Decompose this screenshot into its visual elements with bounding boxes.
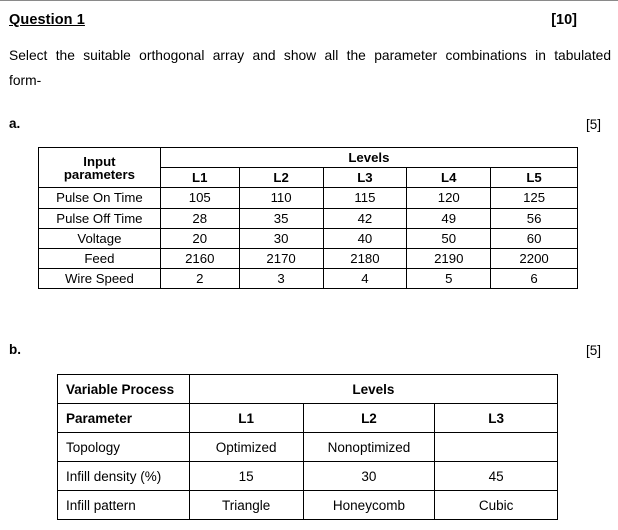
table-cell: 2200: [491, 248, 578, 268]
table-cell: 125: [491, 188, 578, 208]
table-row: [58, 462, 558, 491]
part-b-level-header: L3: [435, 404, 558, 433]
part-b-table: [57, 374, 558, 520]
question-total-marks: [10]: [551, 12, 577, 28]
table-cell: 4: [323, 269, 407, 289]
parameter-name: Wire Speed: [39, 269, 161, 289]
table-cell: 42: [323, 208, 407, 228]
table-cell: 28: [160, 208, 239, 228]
parameter-name: Voltage: [39, 228, 161, 248]
part-b-label: b.: [9, 342, 21, 357]
table-cell: 115: [323, 188, 407, 208]
top-rule: [0, 0, 618, 1]
table-cell: 6: [491, 269, 578, 289]
table-cell: 120: [407, 188, 491, 208]
table-row: [39, 188, 578, 208]
table-cell: 2180: [323, 248, 407, 268]
parameter-name: Infill pattern: [58, 491, 190, 520]
part-b-corner-header-line1: Variable Process: [58, 375, 190, 404]
table-cell: 2160: [160, 248, 239, 268]
table-cell: 35: [239, 208, 323, 228]
table-cell: 40: [323, 228, 407, 248]
table-cell: Optimized: [189, 433, 303, 462]
part-a-level-header: L3: [323, 168, 407, 188]
table-cell: [435, 433, 558, 462]
part-b-levels-header: Levels: [189, 375, 557, 404]
table-cell: 3: [239, 269, 323, 289]
part-a-level-header: L1: [160, 168, 239, 188]
table-row: [58, 433, 558, 462]
parameter-name: Topology: [58, 433, 190, 462]
table-row: [39, 228, 578, 248]
part-a-corner-header: [39, 148, 161, 188]
table-cell: 30: [303, 462, 435, 491]
table-cell: 105: [160, 188, 239, 208]
part-a-level-header: L5: [491, 168, 578, 188]
table-cell: 20: [160, 228, 239, 248]
part-a-label: a.: [9, 116, 21, 131]
table-cell: Triangle: [189, 491, 303, 520]
table-row: [39, 248, 578, 268]
part-a-table: [38, 147, 578, 289]
parameter-name: Feed: [39, 248, 161, 268]
table-cell: 30: [239, 228, 323, 248]
question-instruction: Select the suitable orthogonal array and show all the parameter combinations in tabulated form-: [9, 48, 611, 88]
table-cell: Nonoptimized: [303, 433, 435, 462]
table-row: [39, 269, 578, 289]
part-a-level-header: L2: [239, 168, 323, 188]
part-a-corner-header-line1: Input: [83, 153, 116, 169]
table-cell: 56: [491, 208, 578, 228]
table-cell: 45: [435, 462, 558, 491]
part-b-marks: [5]: [585, 343, 601, 358]
table-row: [58, 491, 558, 520]
table-cell: 2170: [239, 248, 323, 268]
table-cell: 5: [407, 269, 491, 289]
table-cell: Honeycomb: [303, 491, 435, 520]
question-title: Question 1: [9, 12, 85, 28]
part-b-level-header: L2: [303, 404, 435, 433]
parameter-name: Pulse Off Time: [39, 208, 161, 228]
table-cell: Cubic: [435, 491, 558, 520]
parameter-name: Infill density (%): [58, 462, 190, 491]
parameter-name: Pulse On Time: [39, 188, 161, 208]
part-b-corner-header-line2: Parameter: [58, 404, 190, 433]
table-cell: 49: [407, 208, 491, 228]
table-cell: 2: [160, 269, 239, 289]
table-cell: 60: [491, 228, 578, 248]
table-cell: 2190: [407, 248, 491, 268]
part-a-levels-header: Levels: [160, 148, 577, 168]
part-a-level-header: L4: [407, 168, 491, 188]
part-a-corner-header-line2: parameters: [63, 166, 135, 182]
table-cell: 110: [239, 188, 323, 208]
part-b-level-header: L1: [189, 404, 303, 433]
table-cell: 50: [407, 228, 491, 248]
table-cell: 15: [189, 462, 303, 491]
part-a-marks: [5]: [585, 117, 601, 132]
table-row: [39, 208, 578, 228]
